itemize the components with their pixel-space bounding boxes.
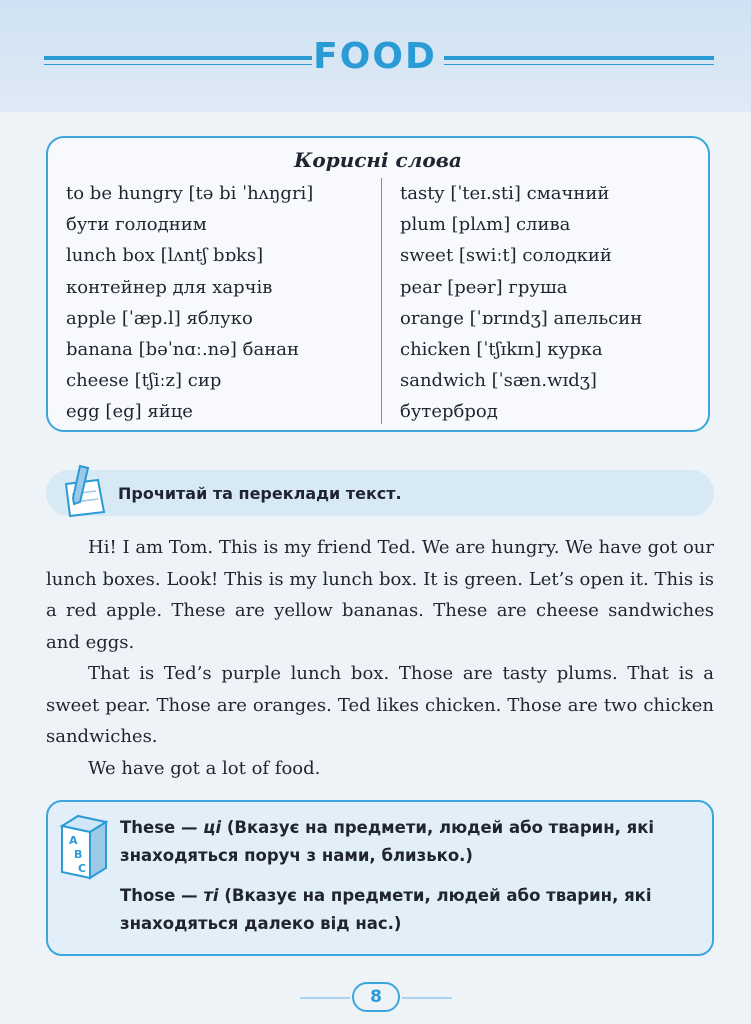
svg-text:A: A bbox=[69, 834, 78, 847]
grammar-dash: — bbox=[175, 886, 204, 905]
vocabulary-item: бути голодним bbox=[66, 214, 207, 236]
vocabulary-item: plum [plʌm] слива bbox=[400, 214, 571, 236]
abc-blocks-icon bbox=[58, 812, 110, 882]
grammar-dash: — bbox=[175, 818, 204, 837]
instruction-text: Прочитай та переклади текст. bbox=[118, 484, 402, 503]
vocabulary-item: apple [ˈæp.l] яблуко bbox=[66, 307, 253, 329]
page-title: FOOD bbox=[313, 36, 437, 77]
grammar-translation: ці bbox=[203, 818, 222, 837]
vocabulary-item: to be hungry [tə bi ˈhʌŋgri] bbox=[66, 183, 314, 204]
vocabulary-item: sandwich [ˈsæn.wɪdʒ] bbox=[400, 370, 597, 392]
vocabulary-item: orange [ˈɒrɪndʒ] апельсин bbox=[400, 307, 643, 329]
vocabulary-box bbox=[46, 136, 710, 432]
svg-text:C: C bbox=[78, 862, 87, 875]
pencil-notepad-icon bbox=[58, 462, 114, 518]
vocabulary-item: бутерброд bbox=[400, 401, 498, 423]
reading-text bbox=[46, 532, 714, 784]
grammar-explanation: (Вказує на предмети, людей або тварин, які знаходяться далеко від нас.) bbox=[120, 886, 652, 933]
vocabulary-column-left bbox=[66, 178, 376, 428]
vocabulary-item: контейнер для харчів bbox=[66, 276, 273, 298]
grammar-rule-these bbox=[120, 814, 700, 870]
vocabulary-item: tasty [ˈteɪ.sti] смачний bbox=[400, 183, 610, 204]
vocabulary-divider bbox=[381, 178, 382, 424]
grammar-explanation: (Вказує на предмети, людей або тварин, які знаходяться поруч з нами, близько.) bbox=[120, 818, 655, 865]
reading-paragraph: Hi! I am Tom. This is my friend Ted. We are hungry. We have got our lunch boxes. Look! This is my lunch box. It is green. Let’s open it. This is a red apple. These are yellow bananas. These are cheese sandwiches and eggs. bbox=[46, 537, 714, 653]
reading-paragraph: We have got a lot of food. bbox=[88, 757, 321, 779]
vocabulary-title: Корисні слова bbox=[294, 148, 462, 172]
svg-text:B: B bbox=[74, 848, 83, 861]
vocabulary-item: cheese [tʃiːz] сир bbox=[66, 370, 222, 392]
page-number-rule-right bbox=[402, 997, 452, 999]
grammar-keyword: These bbox=[120, 818, 176, 837]
page-number-rule-left bbox=[300, 997, 350, 999]
grammar-rule-those bbox=[120, 882, 700, 938]
grammar-translation: ті bbox=[203, 886, 219, 905]
vocabulary-item: sweet [swiːt] солодкий bbox=[400, 245, 612, 267]
grammar-keyword: Those bbox=[120, 886, 176, 905]
vocabulary-item: lunch box [lʌntʃ bɒks] bbox=[66, 245, 264, 267]
vocabulary-column-right bbox=[400, 178, 700, 428]
vocabulary-item: pear [peər] груша bbox=[400, 276, 568, 298]
header-rule-right bbox=[444, 56, 714, 60]
header-rule-left bbox=[44, 56, 312, 60]
vocabulary-item: chicken [ˈtʃɪkɪn] курка bbox=[400, 338, 603, 360]
page-number: 8 bbox=[370, 987, 382, 1007]
vocabulary-item: banana [bəˈnɑː.nə] банан bbox=[66, 338, 299, 360]
reading-paragraph: That is Ted’s purple lunch box. Those are tasty plums. That is a sweet pear. Those are oranges. Ted likes chicken. Those are two chicken sandwiches. bbox=[46, 663, 714, 747]
vocabulary-item: egg [eg] яйце bbox=[66, 401, 193, 423]
